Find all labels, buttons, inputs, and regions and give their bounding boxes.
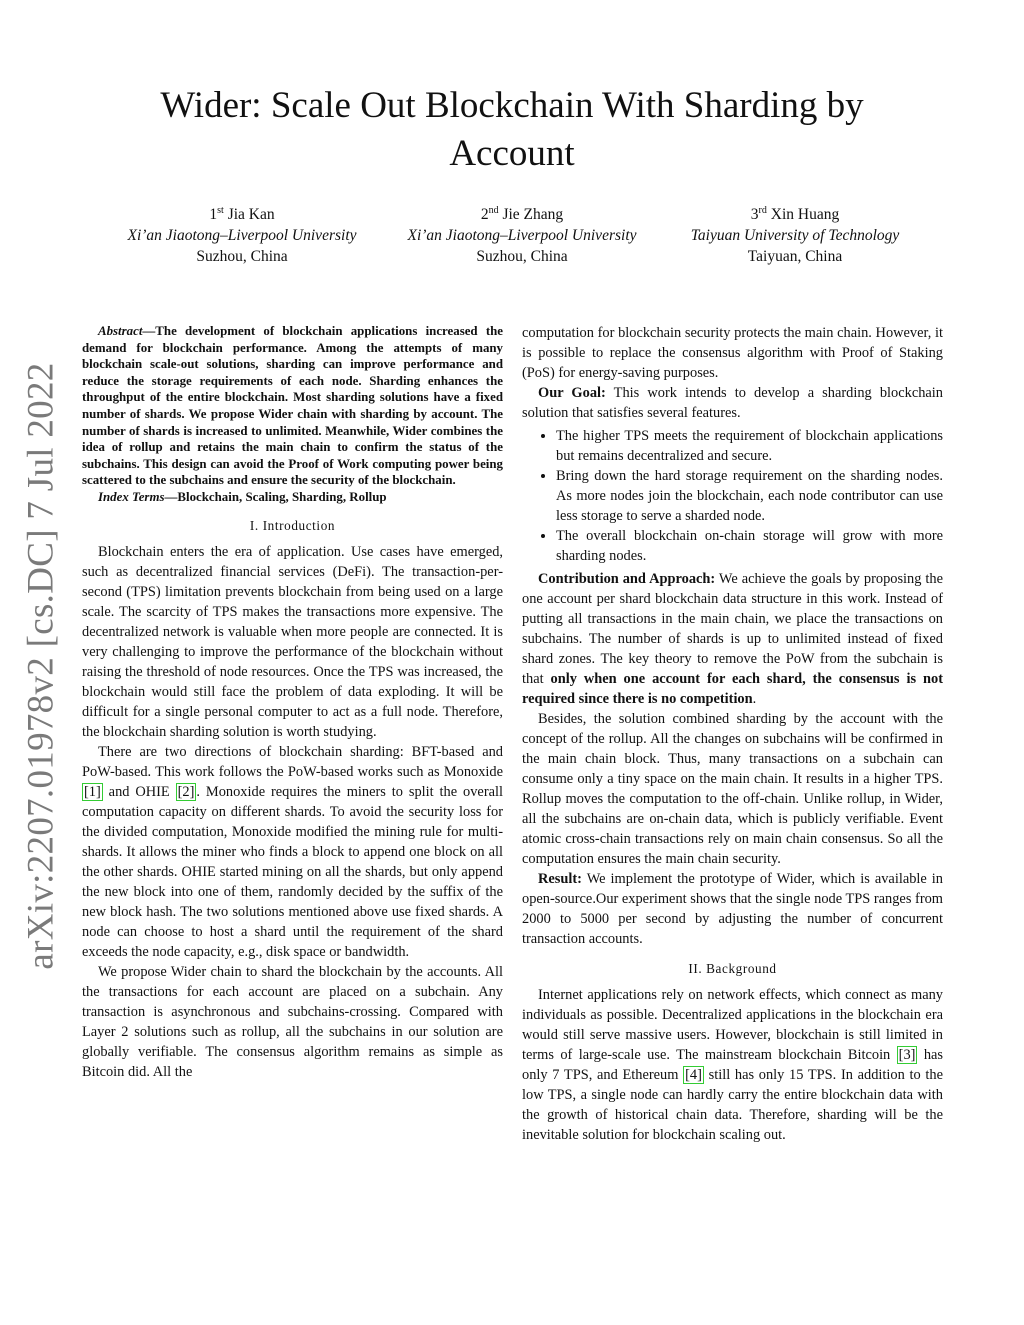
abstract — [82, 323, 503, 489]
goal-list-item: • The overall blockchain on-chain storage will grow with more sharding nodes. — [556, 526, 943, 566]
author-1 — [92, 200, 392, 267]
text-run: and OHIE — [102, 783, 176, 800]
paper-title — [100, 82, 924, 178]
index-terms-label: Index Terms — [98, 489, 165, 504]
text-run: . Monoxide requires the miners to split the overall computation capacity on different shards. To avoid the security loss for the divided computation, Monoxide modified the mining rule for multi-shards. It allows the miner who finds a block to append one block on all the other shards. OHIE started mining on all the shards, but only append the new block into one of them, randomly decided by the suffix of the new block hash. The two solutions mentioned above use fixed shards. A node can choose to host a shard until the requirement of the shard exceeds the node capacity, e.g., disk space or bandwidth. — [82, 783, 503, 960]
intro-paragraph-1: Blockchain enters the era of application. Use cases have emerged, such as decentralized financial services (DeFi). The transaction-per-second (TPS) limitation prevents blockchain from being used on a large scale. The scarcity of TPS makes the transactions more expensive. The decentralized network is valuable when more people are connected. It is very challenging to improve the performance of the blockchain without raising the threshold of node resources. Once the TPS was increased, the blockchain would still face the problem of data exploding. It will be difficult for a single personal computer to act as a full node. Therefore, the blockchain sharding solution is worth studying. — [82, 543, 503, 740]
goal-list — [522, 426, 943, 566]
author-location: Taiyuan, China — [747, 248, 843, 266]
author-affiliation: Taiyuan University of Technology — [690, 227, 900, 245]
citation-link-1[interactable]: [1] — [84, 783, 101, 800]
goal-label: Our Goal: — [538, 385, 606, 401]
author-ordinal: 3 — [750, 206, 759, 224]
background-paragraph — [522, 985, 943, 1145]
author-affiliation: Xi’an Jiaotong–Liverpool University — [407, 227, 637, 245]
arxiv-sidebar — [18, 362, 64, 970]
contribution-paragraph — [522, 569, 943, 709]
author-ordinal: 1 — [209, 206, 218, 224]
section-heading-introduction: I. Introduction — [249, 517, 336, 533]
goal-paragraph — [522, 383, 943, 423]
author-name: Xin Huang — [770, 206, 840, 224]
goal-list-item: • The higher TPS meets the requirement of blockchain applications but remains decentralized and secure. — [556, 426, 943, 466]
title-line-2: Account — [449, 133, 575, 174]
contribution-text: We achieve the goals by proposing the one account per shard blockchain data structure in this work. Instead of putting all transactions in the main chain, we place the transactions on subchains. The number of shards is up to unlimited instead of fixed shard zones. The key theory to remove the PoW from the subchain is that — [522, 571, 944, 687]
intro-paragraph-2 — [82, 742, 503, 962]
author-3 — [645, 200, 945, 267]
author-name: Jie Zhang — [502, 206, 564, 224]
right-column — [522, 323, 943, 1145]
result-label: Result: — [538, 871, 582, 887]
contribution-key-claim: only when one account for each shard, the consensus is not required since there is no competition — [522, 671, 943, 707]
contribution-label: Contribution and Approach: — [538, 571, 716, 587]
author-ordinal-suffix: nd — [488, 205, 499, 216]
author-ordinal-suffix: st — [217, 205, 224, 216]
citation-link-3[interactable]: [3] — [898, 1047, 916, 1063]
author-ordinal-suffix: rd — [758, 205, 767, 216]
author-ordinal: 2 — [480, 206, 489, 224]
author-affiliation: Xi’an Jiaotong–Liverpool University — [127, 227, 357, 245]
result-paragraph — [522, 869, 943, 949]
index-terms — [82, 489, 503, 506]
text-run: . — [752, 691, 757, 707]
arxiv-id: arXiv:2207.01978v2 [cs.DC] 7 Jul 2022 — [20, 362, 62, 970]
text-run: still has only 15 TPS. In addition to the low TPS, a single node can hardly carry the entire blockchain data with the growth of historical chain data. Therefore, sharding will be the inevitable solution for blockchain scaling out. — [522, 1067, 943, 1143]
title-line-1: Wider: Scale Out Blockchain With Sharding by — [160, 85, 864, 126]
besides-paragraph: Besides, the solution combined sharding by the account with the concept of the rollup. All the changes on subchains will be confirmed in the main chain block. Thus, many transactions on a subchain can consume only a tiny space on the main chain. It results in a higher TPS. Rollup moves the computation to the off-chain. Unlike rollup, in Wider, all the subchains are on-chain data, which is publicly verifiable. Event atomic cross-chain transactions rely on main chain consensus. So all the computation ensures the main chain security. — [522, 711, 943, 867]
text-run: There are two directions of blockchain sharding: BFT-based and PoW-based. This work follows the PoW-based works such as Monoxide — [82, 743, 503, 780]
text-run: Internet applications rely on network effects, which connect as many individuals as possible. Decentralized applications in the blockchain era would still serve massive users. However, blockchain is still limited in terms of large-scale use. The mainstream blockchain Bitcoin — [522, 987, 943, 1063]
section-heading-background: II. Background — [688, 961, 777, 976]
citation-link-2[interactable]: [2] — [177, 783, 195, 800]
intro-paragraph-3: We propose Wider chain to shard the blockchain by the accounts. All the transactions for each account are placed on a subchain. Any transaction is asynchronous and subchains-crossing. Compared with Layer 2 solutions such as rollup, all the subchains in our solution are globally verifiable. The consensus algorithm remains as simple as Bitcoin did. All the — [82, 963, 503, 1080]
abstract-label: Abstract — [98, 324, 143, 338]
abstract-text: —The development of blockchain applications increased the demand for blockchain performance. Among the attempts of many blockchain scale-out solutions, sharding can improve performance and reduce the storage requirements of each node. Sharding enhances the throughput of the entire blockchain. Most sharding solutions have a fixed number of shards. We propose Wider chain with sharding by account. The number of shards is increased to unlimited. Meanwhile, Wider combines the idea of rollup and retains the main chain to confirm the status of the subchains. This design can avoid the Proof of Work computing power being scattered to the subchains and ensure the security of the blockchain. — [82, 324, 503, 488]
goal-list-item: • Bring down the hard storage requirement on the sharding nodes. As more nodes join the blockchain, each node contributor can use less storage to serve a sharded node. — [556, 466, 943, 526]
left-column — [82, 323, 503, 1082]
index-terms-text: —Blockchain, Scaling, Sharding, Rollup — [164, 489, 387, 504]
intro-continued-paragraph: computation for blockchain security protects the main chain. However, it is possible to replace the consensus algorithm with Proof of Staking (PoS) for energy-saving purposes. — [522, 325, 943, 381]
author-name: Jia Kan — [227, 206, 275, 224]
author-location: Suzhou, China — [476, 248, 568, 266]
citation-link-4[interactable]: [4] — [685, 1067, 702, 1083]
goal-text: This work intends to develop a sharding blockchain solution that satisfies several features. — [522, 385, 943, 421]
result-text: We implement the prototype of Wider, which is available in open-source.Our experiment shows that the single node TPS ranges from 2000 to 5000 per second by adjusting the number of concurrent transaction accounts. — [522, 871, 943, 947]
author-location: Suzhou, China — [196, 248, 288, 266]
text-run: has only 7 TPS, and Ethereum — [522, 1047, 944, 1083]
author-2 — [372, 200, 672, 267]
